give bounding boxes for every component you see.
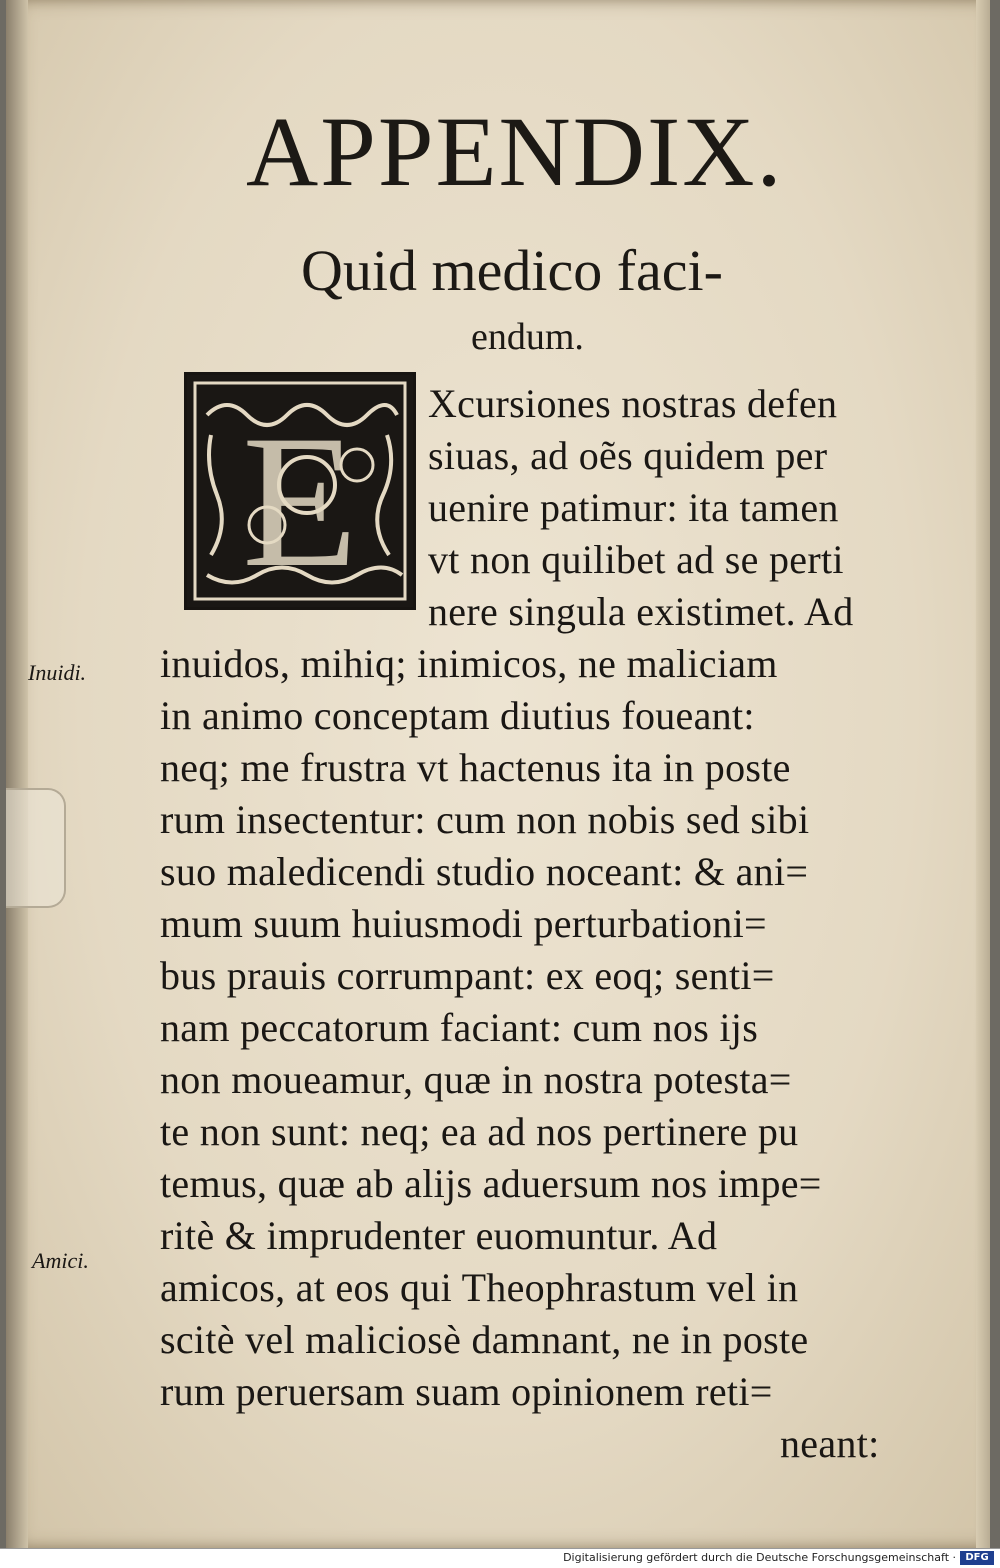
text-line: bus prauis corrumpant: ex eoq; senti= xyxy=(160,953,775,998)
margin-note-amici: Amici. xyxy=(32,1248,89,1273)
text-line: rum insectentur: cum non nobis sed sibi xyxy=(160,797,810,842)
dfg-logo[interactable]: DFG xyxy=(960,1551,994,1565)
text-line: nam peccatorum faciant: cum nos ijs xyxy=(160,1005,759,1050)
initial-letter-glyph: E xyxy=(241,397,359,607)
section-heading-line2: endum. xyxy=(471,316,584,358)
section-heading-line1: Quid medico faci- xyxy=(301,238,723,303)
text-line: suo maledicendi studio noceant: & ani= xyxy=(160,849,809,894)
text-line: amicos, at eos qui Theophrastum vel in xyxy=(160,1265,799,1310)
text-line: in animo conceptam diutius foueant: xyxy=(160,693,755,738)
text-line: neq; me frustra vt hactenus ita in poste xyxy=(160,745,791,790)
text-line: vt non quilibet ad se perti xyxy=(428,537,844,582)
digitization-footer xyxy=(0,1548,1000,1568)
text-line: te non sunt: neq; ea ad nos pertinere pu xyxy=(160,1109,799,1154)
text-line: nere singula existimet. Ad xyxy=(428,589,854,634)
text-line: rum peruersam suam opinionem reti= xyxy=(160,1369,773,1414)
text-line: inuidos, mihiq; inimicos, ne maliciam xyxy=(160,641,778,686)
margin-note-inuidi: Inuidi. xyxy=(28,660,87,685)
text-line: ritè & imprudenter euomuntur. Ad xyxy=(160,1213,718,1258)
text-line: uenire patimur: ita tamen xyxy=(428,485,839,530)
text-line: mum suum huiusmodi perturbationi= xyxy=(160,901,767,946)
text-line: scitè vel maliciosè damnant, ne in poste xyxy=(160,1317,809,1362)
text-line: temus, quæ ab alijs aduersum nos impe= xyxy=(160,1161,822,1206)
text-line: siuas, ad oẽs quidem per xyxy=(428,433,828,478)
footer-credit: Digitalisierung gefördert durch die Deutsche Forschungsgemeinschaft · xyxy=(563,1551,956,1564)
catchword: neant: xyxy=(780,1421,880,1466)
text-line: non moueamur, quæ in nostra potesta= xyxy=(160,1057,792,1102)
page-title: APPENDIX. xyxy=(246,96,784,207)
text-line: Xcursiones nostras defen xyxy=(428,381,838,426)
